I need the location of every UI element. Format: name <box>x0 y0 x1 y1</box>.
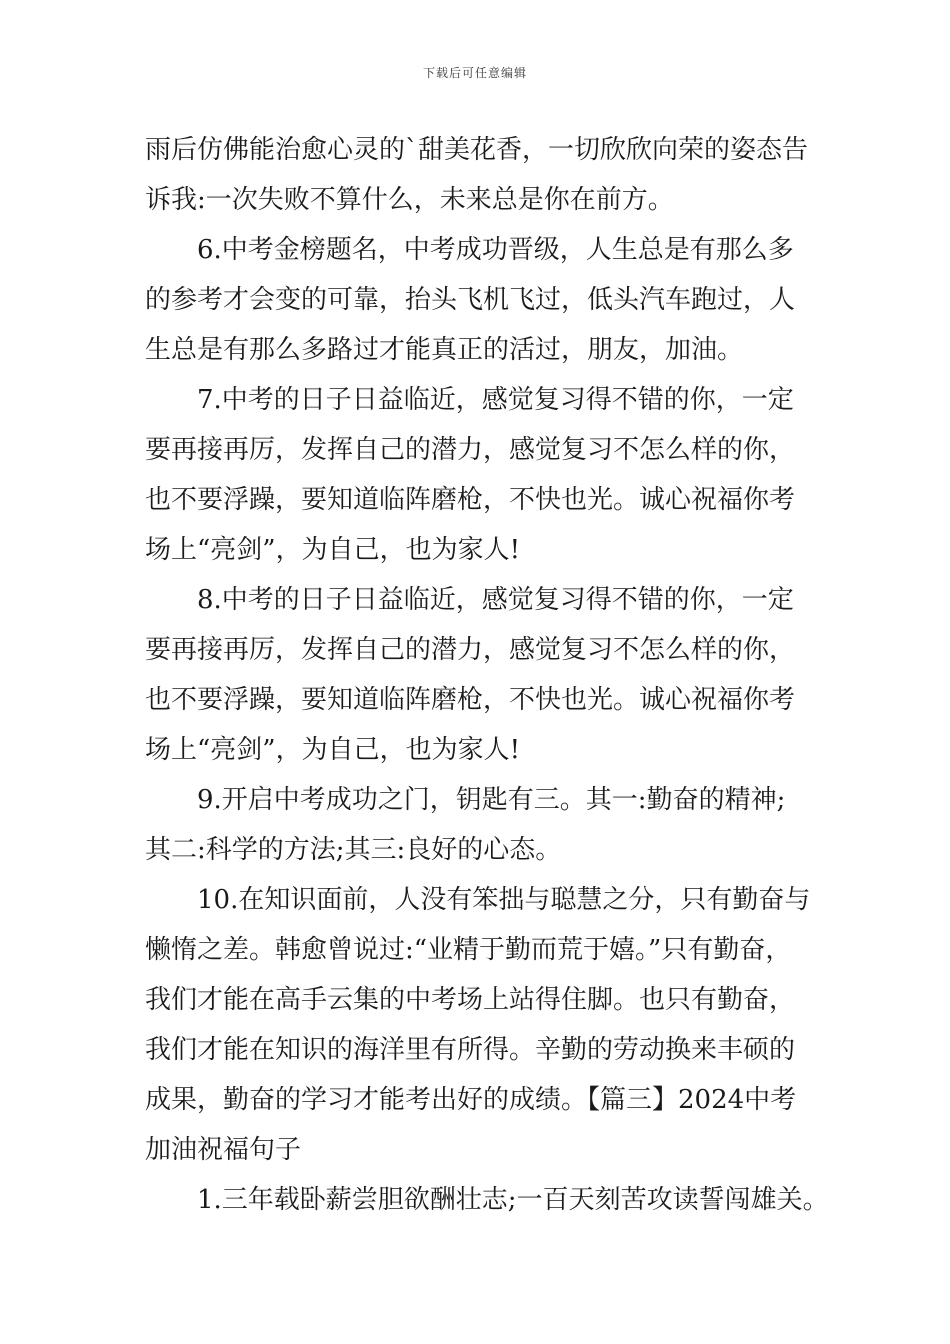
text-line: 生总是有那么多路过才能真正的活过，朋友，加油。 <box>145 335 744 365</box>
text-line: 雨后仿佛能治愈心灵的`甜美花香，一切欣欣向荣的姿态告 <box>145 135 809 165</box>
text-line: 加油祝福句子 <box>145 1135 302 1165</box>
text-line: 成果，勤奋的学习才能考出好的成绩。【篇三】2024中考 <box>145 1085 797 1115</box>
text-line: 要再接再厉，发挥自己的潜力，感觉复习不怎么样的你， <box>145 635 796 665</box>
paragraph-start-line: 7.中考的日子日益临近，感觉复习得不错的你，一定 <box>197 385 794 415</box>
text-line: 诉我:一次失败不算什么，未来总是你在前方。 <box>145 185 674 215</box>
text-line: 要再接再厉，发挥自己的潜力，感觉复习不怎么样的你， <box>145 435 796 465</box>
text-line: 也不要浮躁，要知道临阵磨枪，不快也光。诚心祝福你考 <box>145 485 796 515</box>
paragraph-start-line: 6.中考金榜题名，中考成功晋级，人生总是有那么多 <box>197 235 794 265</box>
text-line: 的参考才会变的可靠，抬头飞机飞过，低头汽车跑过，人 <box>145 285 796 315</box>
text-line: 我们才能在高手云集的中考场上站得住脚。也只有勤奋， <box>145 985 796 1015</box>
text-line: 懒惰之差。韩愈曾说过:“业精于勤而荒于嬉。”只有勤奋， <box>145 935 792 965</box>
document-body <box>145 125 829 1225</box>
paragraph-start-line: 10.在知识面前，人没有笨拙与聪慧之分，只有勤奋与 <box>197 885 811 915</box>
text-line: 我们才能在知识的海洋里有所得。辛勤的劳动换来丰硕的 <box>145 1035 796 1065</box>
text-line: 场上“亮剑”，为自己，也为家人! <box>145 735 521 765</box>
text-line: 场上“亮剑”，为自己，也为家人! <box>145 535 521 565</box>
text-line: 也不要浮躁，要知道临阵磨枪，不快也光。诚心祝福你考 <box>145 685 796 715</box>
paragraph-start-line: 1.三年载卧薪尝胆欲酬壮志;一百天刻苦攻读誓闯雄关。 <box>197 1185 829 1215</box>
page-header: 下载后可任意编辑 <box>422 66 527 80</box>
paragraph-start-line: 8.中考的日子日益临近，感觉复习得不错的你，一定 <box>197 585 794 615</box>
text-line: 其二:科学的方法;其三:良好的心态。 <box>145 835 562 865</box>
paragraph-start-line: 9.开启中考成功之门，钥匙有三。其一:勤奋的精神; <box>197 785 786 815</box>
